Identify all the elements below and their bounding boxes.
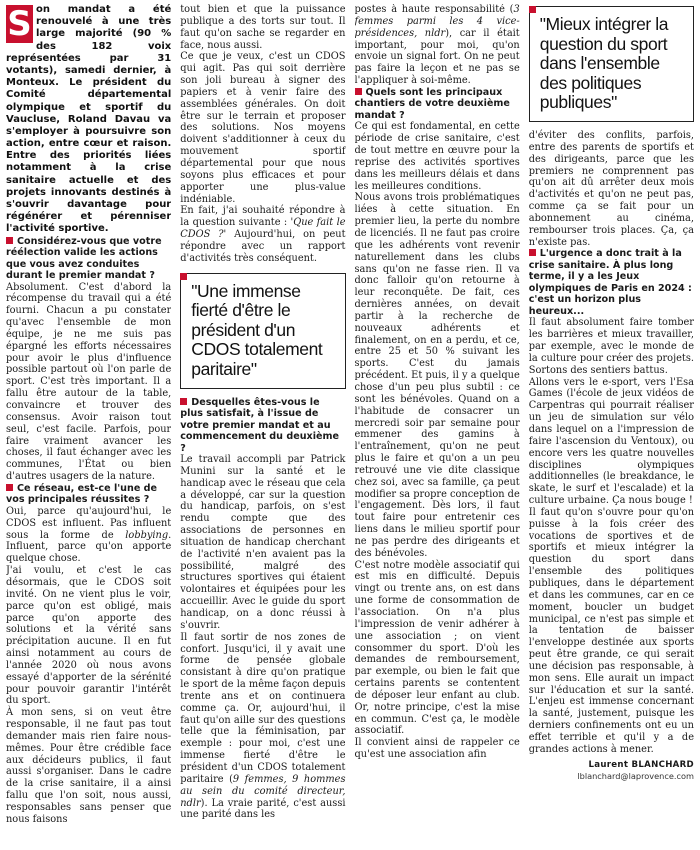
question-3	[180, 397, 345, 455]
answer-3-paragraph-2: Il faut sortir de nos zones de confort. Jusqu'ici, il y avait une forme de pensée globale consistant à dire qu'on pratique le sport de la même façon depuis trente ans et on continuera comme ça. Or, aujourd'hui, il faut qu'on aille sur des questions telle que la féminisation, par exemple : pour moi, c'est une immense fierté d'être le président d'un CDOS totalement paritaire (9 femmes, 9 hommes au sein du comité directeur, ndlr). La vraie parité, c'est aussi une parité dans les	[180, 631, 346, 821]
author-signature: Laurent BLANCHARD	[588, 759, 694, 770]
answer-4-paragraph-4: Il convient ainsi de rappeler ce qu'est une association afin	[354, 737, 520, 761]
article-columns	[6, 4, 694, 850]
col2-paragraph-1: tout bien et que la puissance publique a des torts sur tout. Il faut qu'on sache se regarder en face, nous aussi.	[180, 4, 346, 51]
answer-4-paragraph-3: C'est notre modèle associatif qui est mis en difficulté. Depuis vingt ou trente ans, on est dans une forme de consommation de l'association. On n'a plus l'impression de venir adhérer à une association ; on vient consommer du sport. D'où les demandes de remboursement, par exemple, ou bien le fait que certains parents se contentent de déposer leur enfant au club. Or, notre principe, c'est la mise en commun. C'est ça, le modèle associatif.	[354, 559, 520, 737]
answer-2-paragraph-3: À mon sens, si on veut être responsable, il ne faut pas tout demander mais rien faire nous-mêmes. Pour être crédible face aux décideurs publics, il faut aussi s'organiser. Dans le cadre de la crise sanitaire, il a ainsi fallu que l'on soit, nous aussi, responsables sans penser que nous faisons	[6, 707, 172, 825]
pull-quote-2-text: "Mieux intégrer la question du sport dans l'ensemble des politiques publiques"	[539, 14, 669, 113]
col4-paragraph-1: d'éviter des conflits, parfois, entre des parents de sportifs et des dirigeants, parce que les premiers ne comprennent pas qu'on ait dû arrêter deux mois d'activités et qu'on ne peut pas, comme ça se fait pour un abonnement au cinéma, rembourser trois places. Ça, ça n'existe pas.	[528, 129, 694, 248]
pull-quote-1-text: "Une immense fierté d'être le président d'un CDOS totalement paritaire"	[191, 280, 323, 379]
bullet-square-icon	[6, 237, 13, 244]
author-email: lblanchard@laprovence.com	[577, 771, 694, 782]
column-1	[6, 4, 171, 850]
column-4	[529, 4, 694, 850]
question-5-text: L'urgence a donc trait à la crise sanitaire. À plus long terme, il y a les Jeux olympiques de Paris en 2024 : c'est un horizon plus heureux...	[528, 248, 692, 317]
lead-text: on mandat a été renouvelé à une très large majorité (90 % des 182 voix représentées par 31 votants), samedi dernier, à Monteux. Le président du Comité départemental olympique et sportif du Vaucluse, Roland Davau va s'employer à poursuivre son action, entre cœur et raison. Entre des priorités liées notamment à la crise sanitaire actuelle et des projets innovants destinés à s'ouvrir davantage pour régénérer et pérenniser l'activité sportive.	[6, 4, 172, 235]
answer-1: Absolument. C'est d'abord la récompense du travail qui a été fourni. Chacun a pu constater qu'avec l'ensemble de mon équipe, je ne me suis pas épargné les efforts nécessaires pour avoir le plus d'influence possible partout où l'on parle de sport. C'est très important. Il a fallu être autour de la table, convaincre et trouver des consensus. Avoir raison tout seul, c'est facile. Parfois, pour faire vraiment avancer les choses, il faut échanger avec les communes, l'État ou bien d'autres usagers de la nature.	[6, 281, 172, 483]
col2-paragraph-3: En fait, j'ai souhaité répondre à la question suivante : 'Que fait le CDOS ?' Aujourd'hui, on peut répondre avec un rapport d'activités très conséquent.	[180, 205, 346, 264]
bullet-square-icon	[529, 249, 536, 256]
article-lead	[6, 4, 171, 236]
column-3	[355, 4, 520, 850]
answer-4-paragraph-2: Nous avons trois problématiques liées à cette situation. En premier lieu, la perte du nombre de licenciés. Il ne faut pas croire que les adhérents vont revenir naturellement dans les clubs sans qu'on ne fasse rien. Il va donc falloir qu'on retourne à leur reconquête. De fait, ces dernières années, on devait partir à la recherche de nouveaux adhérents et finalement, on en a perdu, et ce, entre 25 et 50 % suivant les sports. C'est du jamais précédent. Et puis, il y a quelque chose d'un peu plus subtil : ce sont les bénévoles. Quand on a l'habitude de consacrer un mercredi soir par semaine pour emmener des gamins à l'entraînement, qu'on ne peut plus le faire et qu'on a un peu retrouvé une vie dite classique chez soi, avec sa famille, ça peut modifier sa propre conception de l'engagement. Dès lors, il faut tout faire pour entretenir ces liens dans le milieu sportif pour ne pas perdre des dirigeants et des bénévoles.	[354, 192, 520, 559]
question-1-text: Considérez-vous que votre réélection valide les actions que vous avez conduites durant le premier mandat ?	[6, 235, 162, 282]
accent-corner-icon	[180, 273, 187, 280]
answer-5-paragraph-2: Allons vers le e-sport, vers l'Esa Games (l'école de jeux vidéos de Carpentras qui pourrait réaliser un jeu de simulation sur vélo dans lequel on a l'impression de faire l'ascension du Ventoux), ou encore vers les quatre nouvelles disciplines olympiques additionnelles (le breakdance, le skate, le surf et l'escalade) et la culture urbaine. Ça nous bouge !	[528, 376, 694, 507]
question-1	[6, 236, 171, 282]
pull-quote-2	[529, 6, 694, 122]
accent-corner-icon	[529, 6, 536, 13]
pull-quote-1	[180, 273, 345, 389]
question-2-text: Ce réseau, est-ce l'une de vos principales réussites ?	[6, 482, 158, 506]
answer-4-paragraph-1: Ce qui est fondamental, en cette période de crise sanitaire, c'est de tout mettre en œuvre pour la reprise des activités sportives dans les meilleurs délais et dans les meilleures conditions.	[354, 121, 520, 192]
question-3-text: Desquelles êtes-vous le plus satisfait, à l'issue de votre premier mandat et au commencement du deuxième ?	[180, 396, 340, 454]
question-5	[529, 248, 694, 317]
question-4-text: Quels sont les principaux chantiers de votre deuxième mandat ?	[354, 86, 510, 121]
bullet-square-icon	[355, 88, 362, 95]
column-2	[180, 4, 345, 850]
question-4	[355, 87, 520, 122]
col3-paragraph-1: postes à haute responsabilité (3 femmes parmi les 4 vice-présidences, nldr), car il était important, pour moi, qu'on envoie un signal fort. On ne peut pas faire la leçon et ne pas se l'appliquer à soi-même.	[354, 4, 520, 87]
question-2	[6, 483, 171, 506]
drop-cap: S	[7, 4, 32, 44]
answer-5-paragraph-3: Il faut qu'on s'ouvre pour qu'on puisse à la fois créer des vocations de sportives et de sportifs et mieux intégrer la question du sport dans l'ensemble des politiques publiques, dans le département et dans les communes, car en ce moment, boucler un budget municipal, ce n'est pas simple et la tentation de baisser l'enveloppe destinée aux sports peut être grande, ce qui serait une décision pas responsable, à mon sens. Elle aurait un impact sur l'éducation et sur la santé. L'enjeu est immense concernant la santé, justement, puisque les derniers confinements ont eu un effet terrible et qu'il y a de grandes actions à mener.	[528, 506, 694, 755]
col2-paragraph-2: Ce que je veux, c'est un CDOS qui agit. Pas qui soit derrière son joli bureau à signer des papiers et à venir faire des assemblées générales. On doit être sur le terrain et proposer des solutions. Nos moyens doivent s'additionner à ceux du mouvement sportif départemental pour que nous soyons plus efficaces et pour apporter une plus-value indéniable.	[180, 51, 346, 205]
answer-3-paragraph-1: Le travail accompli par Patrick Munini sur la santé et le handicap avec le réseau que cela a développé, car sur la question du handicap, parfois, on s'est rendu compte que des associations de personnes en situation de handicap cherchant de l'activité n'en avaient pas la possibilité, malgré des structures sportives qui étaient volontaires et équipées pour les accueillir. Avec le guide du sport handicap, on a donc réussi à s'ouvrir.	[180, 454, 346, 631]
answer-5-paragraph-1: Il faut absolument faire tomber les barrières et mieux travailler, par exemple, avec le monde de la culture pour créer des projets. Sortons des sentiers battus.	[528, 317, 694, 376]
answer-2-paragraph-1: Oui, parce qu'aujourd'hui, le CDOS est influent. Pas influent sous la forme de lobbying. Influent, parce qu'on apporte quelque chose.	[6, 505, 172, 565]
bullet-square-icon	[180, 398, 187, 405]
bullet-square-icon	[6, 484, 13, 491]
answer-2-paragraph-2: J'ai voulu, et c'est le cas désormais, que le CDOS soit invité. On ne vient plus le voir, parce qu'on est obligé, mais parce qu'on apporte des solutions et la vérité sans précipitation aucune. Il en fut ainsi notamment au cours de l'année 2020 où nous avons essayé d'apporter de la sérénité pour pouvoir garantir l'intérêt du sport.	[6, 565, 172, 707]
